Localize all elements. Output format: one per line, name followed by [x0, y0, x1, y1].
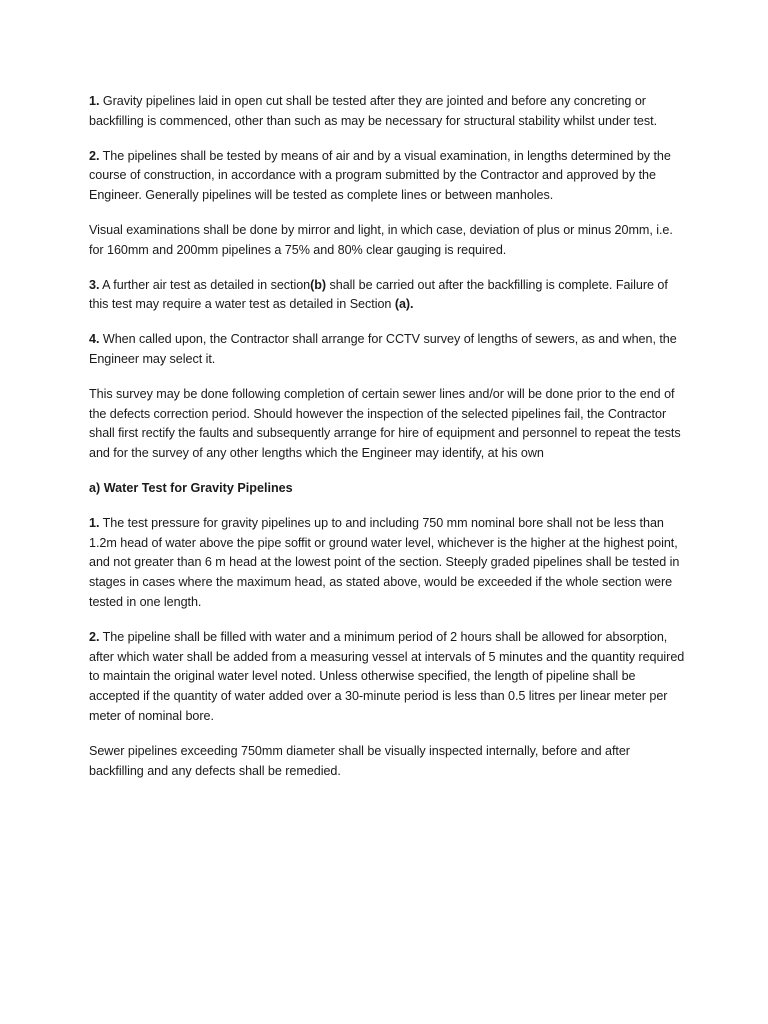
- paragraph-number: 2.: [89, 148, 100, 163]
- paragraph-text: This survey may be done following completion of certain sewer lines and/or will be done prior to the end of the defects correction period. Should however the inspection of the selected pipelines fail, the Contractor shall first rectify the faults and subsequently arrange for hire of equipment and personnel to repeat the tests and for the survey of any other lengths which the Engineer may identify, at his own: [89, 386, 681, 461]
- paragraph-text: The test pressure for gravity pipelines up to and including 750 mm nominal bore shall not be less than 1.2m head of water above the pipe soffit or ground water level, whichever is the higher at the highest point, and not greater than 6 m head at the lowest point of the section. Steeply graded pipelines shall be tested in stages in cases where the maximum head, as stated above, would be exceeded if the whole section were tested in one length.: [89, 515, 680, 609]
- paragraph-text: The pipelines shall be tested by means of air and by a visual examination, in lengths determined by the course of construction, in accordance with a program submitted by the Contractor and approved by the Engineer. Generally pipelines will be tested as complete lines or between manholes.: [89, 148, 671, 203]
- paragraph-text: shall be carried out after the backfilling is complete. Failure of this test may require a water test as detailed in Section: [89, 277, 668, 312]
- paragraph-visual-examinations: [89, 221, 685, 261]
- paragraph-text: Visual examinations shall be done by mirror and light, in which case, deviation of plus or minus 20mm, i.e. for 160mm and 200mm pipelines a 75% and 80% clear gauging is required.: [89, 222, 673, 257]
- paragraph-number: 1.: [89, 94, 100, 108]
- document-page: [89, 92, 685, 796]
- paragraph-sewer-pipelines: [89, 742, 685, 782]
- paragraph-1: [89, 92, 685, 132]
- section-reference-b: (b): [310, 277, 327, 292]
- paragraph-water-test-1: [89, 514, 685, 613]
- paragraph-2: [89, 147, 685, 206]
- paragraph-text: The pipeline shall be filled with water and a minimum period of 2 hours shall be allowed for absorption, after which water shall be added from a measuring vessel at intervals of 5 minutes and the quantity required to maintain the original water level noted. Unless otherwise specified, the length of pipeline shall be accepted if the quantity of water added over a 30-minute period is less than 0.5 litres per linear meter per meter of nominal bore.: [89, 629, 685, 723]
- paragraph-number: 1.: [89, 515, 100, 530]
- paragraph-text: When called upon, the Contractor shall arrange for CCTV survey of lengths of sewers, as and when, the Engineer may select it.: [89, 332, 677, 366]
- paragraph-number: 2.: [89, 629, 100, 644]
- paragraph-water-test-2: [89, 628, 685, 727]
- paragraph-3: [89, 276, 685, 316]
- paragraph-4: [89, 330, 685, 370]
- paragraph-text: Gravity pipelines laid in open cut shall be tested after they are jointed and before any concreting or backfilling is commenced, other than such as may be necessary for structural stability whilst under test.: [89, 94, 658, 128]
- paragraph-text: Sewer pipelines exceeding 750mm diameter shall be visually inspected internally, before and after backfilling and any defects shall be remedied.: [89, 743, 630, 778]
- section-reference-a: (a).: [394, 297, 414, 312]
- paragraph-number: 3.: [89, 277, 100, 292]
- section-heading-water-test: a) Water Test for Gravity Pipelines: [89, 480, 293, 495]
- paragraph-survey: [89, 385, 685, 464]
- paragraph-number: 4.: [89, 332, 100, 347]
- paragraph-text: A further air test as detailed in section: [99, 277, 311, 292]
